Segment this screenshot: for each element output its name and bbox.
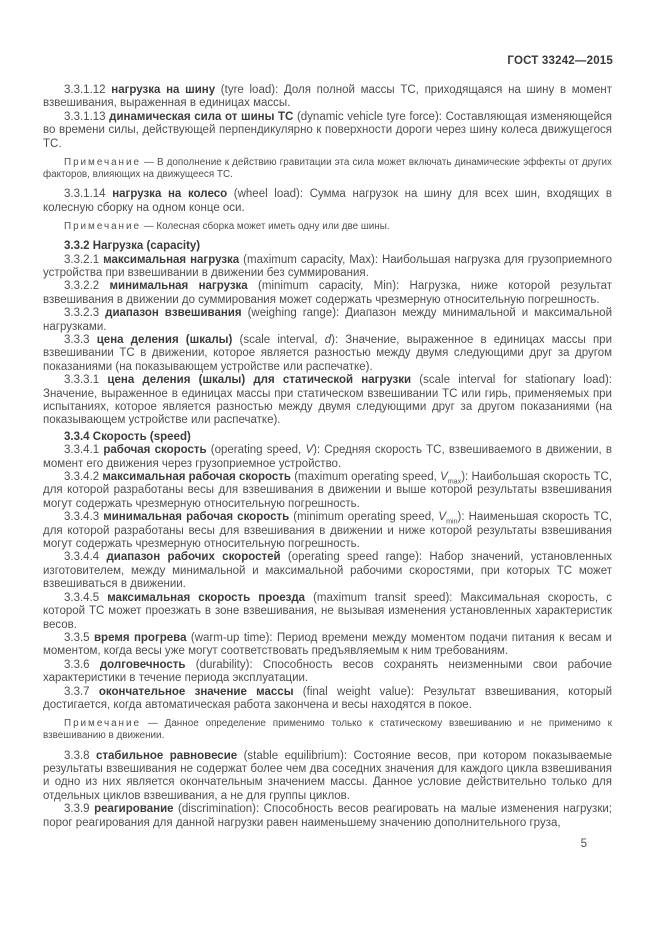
text-segment: 3.3.2.3 (64, 307, 106, 320)
text-segment: 3.3.3 (64, 333, 97, 346)
text-segment: минимальная рабочая скорость (103, 511, 290, 524)
text-segment: 3.3.2.1 (64, 253, 104, 266)
paragraph (43, 307, 612, 334)
text-segment: 3.3.4.5 (64, 591, 108, 604)
text-segment: V (440, 471, 448, 484)
text-segment: (durability): Способность весов сохранять неизменными свои рабочие характеристики в течение периода эксплуатации. (43, 658, 613, 685)
text-segment: (wheel load): Сумма нагрузок на шину для всех шин, входящих в колесную сборку на одном конце оси. (43, 188, 612, 214)
text-segment: цена деления (шкалы) для статической нагрузки (107, 374, 412, 387)
text-segment: 3.3.1.12 (64, 84, 112, 96)
note (43, 221, 612, 233)
text-segment: (dynamic vehicle tyre force): Составляющая изменяющейся во времени силы, действующей перпендикулярно к поверхности дороги через шину колеса движущегося ТС. (43, 110, 612, 150)
text-segment: (final weight value): Результат взвешивания, который достигается, когда автоматическая работа закончена и весы находятся в покое. (43, 685, 612, 711)
text-segment: диапазон взвешивания (105, 307, 242, 320)
paragraph (43, 632, 612, 659)
text-segment: рабочая скорость (103, 444, 207, 457)
paragraph (43, 280, 612, 307)
text-segment: 3.3.4.4 (64, 551, 107, 564)
text-segment: (weighing range): Диапазон между минимальной и максимальной нагрузками. (43, 307, 612, 333)
text-segment: (tyre load): Доля полной массы ТС, приходящаяся на шину в момент взвешивания, выраженная в единицах массы. (43, 84, 612, 110)
paragraph (43, 188, 612, 215)
text-segment: 3.3.5 (64, 631, 94, 644)
text-segment: (minimum capacity, Min): Нагрузка, ниже которой результат взвешивания в движении до суммирования может содержать чрезмерную относительную погрешность. (43, 280, 612, 306)
text-segment: 3.3.1.14 (64, 188, 113, 201)
paragraph (43, 84, 612, 111)
text-segment: max (447, 477, 462, 486)
text-segment: максимальная нагрузка (103, 253, 240, 266)
text-segment: ): Значение, выраженное в единицах массы при взвешивании ТС в движении, которое является разностью между двумя следующими друг за другом показаниями (на показывающем устройстве или распечатке). (43, 333, 612, 373)
text-segment: V (305, 444, 314, 457)
document-code-header: ГОСТ 33242—2015 (507, 55, 613, 67)
text-segment: реагирование (94, 803, 174, 816)
text-segment: 3.3.9 (64, 803, 95, 816)
text-segment: (minimum operating speed, (289, 511, 439, 524)
text-segment: min (446, 517, 458, 526)
text-segment: ): Средняя скорость ТС, взвешиваемого в движении, в момент его движения через грузоприемное устройство. (43, 444, 612, 470)
paragraph (43, 444, 612, 471)
note (43, 157, 612, 181)
text-segment: 3.3.8 (64, 749, 96, 762)
paragraph (43, 471, 612, 511)
section-heading (43, 431, 612, 444)
text-segment: стабильное равновесие (95, 749, 238, 762)
text-segment: — Колесная сборка может иметь одну или две шины. (140, 221, 390, 233)
text-segment: окончательное значение массы (98, 685, 294, 698)
text-segment: 3.3.2.2 (64, 280, 110, 293)
text-segment: максимальная рабочая скорость (102, 471, 291, 484)
text-segment: 3.3.4.3 (64, 511, 104, 524)
text-segment: 3.3.2 Нагрузка (capacity) (64, 240, 201, 253)
text-segment: цена деления (шкалы) (96, 333, 233, 346)
text-segment: Примечание (64, 221, 141, 233)
paragraph (43, 750, 612, 804)
paragraph (43, 592, 612, 632)
paragraph (43, 111, 612, 151)
text-segment: долговечность (99, 658, 186, 671)
paragraph (43, 659, 612, 686)
text-segment: — Данное определение применимо только к статическому взвешиванию и не применимо к взвешиванию в движении. (43, 718, 612, 742)
text-segment: нагрузка на колесо (112, 188, 228, 201)
text-segment: 3.3.1.13 (64, 110, 110, 123)
paragraph (43, 686, 612, 713)
text-segment: нагрузка на шину (111, 84, 216, 96)
paragraph (43, 374, 612, 428)
text-segment: (scale interval, (232, 333, 325, 346)
text-segment: минимальная нагрузка (109, 280, 248, 293)
text-segment: 3.3.4.2 (64, 471, 103, 484)
text-segment: время прогрева (93, 631, 187, 644)
text-segment: d (324, 333, 332, 346)
text-segment: 3.3.4.1 (64, 444, 104, 457)
text-segment: (operating speed, (206, 444, 306, 457)
paragraph (43, 551, 612, 591)
text-segment: динамическая сила от шины ТС (109, 110, 294, 123)
paragraph (43, 803, 612, 830)
text-segment: максимальная скорость проезда (107, 591, 306, 604)
paragraph (43, 334, 612, 374)
text-segment: V (438, 511, 447, 524)
text-segment: (warm-up time): Период времени между моментом подачи питания к весам и моментом, когда весы уже могут соответствовать предъявляемым к ним требованиям. (43, 631, 612, 658)
text-segment: (scale interval for stationary load): Значение, выраженное в единицах массы при статическом взвешивании ТС или гирь, применяемых при испытаниях, которое является разностью между двумя следующими друг за другом показаниями (на показывающем устройстве или распечатке). (43, 374, 612, 427)
text-segment: 3.3.7 (64, 685, 99, 698)
paragraph (43, 254, 612, 281)
text-segment: 3.3.3.1 (64, 374, 108, 387)
text-segment: ): Наименьшая скорость ТС, для которой разработаны весы для взвешивания в движении и ниже которой результаты взвешивания могут содержать чрезмерную относительную погрешность. (43, 511, 612, 551)
text-segment: (operating speed range): Набор значений, установленных изготовителем, между минимальной и максимальной рабочими скоростями, при которых ТС может взвешиваться в движении. (43, 551, 613, 591)
text-segment: (discrimination): Способность весов реагировать на малые изменения нагрузки; порог реагирования для данной нагрузки равен наименьшему значению дополнительного груза, (43, 803, 612, 829)
text-segment: 3.3.6 (64, 658, 100, 671)
paragraph (43, 511, 612, 551)
text-segment: ): Наибольшая скорость ТС, для которой разработаны весы для взвешивания в движении и выше которой результаты взвешивания могут содержать чрезмерную относительную погрешность. (43, 471, 612, 510)
note (43, 718, 612, 742)
text-segment: 3.3.4 Скорость (speed) (64, 430, 191, 443)
text-segment: — В дополнение к действию гравитации эта сила может включать динамические эффекты от других факторов, влияющих на движущееся ТС. (43, 157, 612, 181)
section-heading (43, 240, 612, 253)
page-number: 5 (580, 838, 587, 850)
document-content (43, 84, 612, 830)
text-segment: Примечание (64, 718, 141, 730)
text-segment: (maximum transit speed): Максимальная скорость, с которой ТС может проезжать в зоне взвешивания, не вызывая изменения установленных характеристик весов. (43, 591, 613, 631)
text-segment: (maximum capacity, Max): Наибольшая нагрузка для грузоприемного устройства при взвешивании в движении без суммирования. (43, 253, 612, 279)
text-segment: Примечание (64, 157, 141, 169)
text-segment: (maximum operating speed, (290, 471, 441, 484)
text-segment: диапазон рабочих скоростей (106, 551, 281, 564)
text-segment: (stable equilibrium): Состояние весов, при котором показываемые результаты взвешивания не содержат более чем два соседних значения для каждого цикла взвешивания и одно из них является окончательным значением массы. Данное условие действительно только для отдельных циклов взвешивания, а не для группы циклов. (43, 749, 612, 802)
